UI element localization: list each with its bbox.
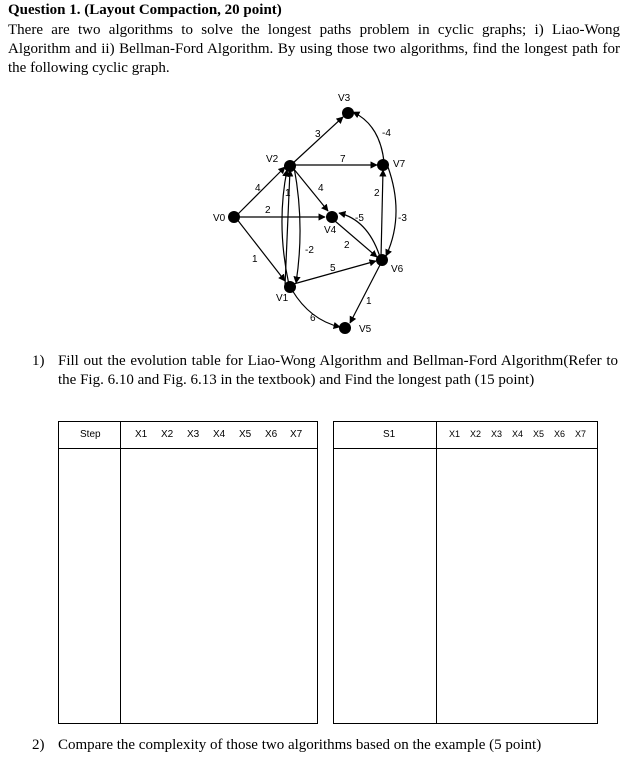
bellman-ford-table [333, 421, 598, 724]
node-label: V4 [324, 225, 337, 236]
col-header: X2 [470, 429, 482, 439]
edge-v6-v7 [381, 170, 383, 258]
part1-number: 1) [32, 353, 45, 369]
question-title: Question 1. (Layout Compaction, 20 point) [8, 2, 282, 18]
node-label: V3 [338, 93, 351, 104]
col-header: X3 [187, 429, 200, 440]
node-label: V0 [213, 213, 226, 224]
liao-wong-table [58, 421, 318, 724]
edge-v6-v5 [350, 263, 381, 323]
edge-weight: -5 [355, 213, 364, 224]
col-header: X1 [135, 429, 148, 440]
node-label: V1 [276, 293, 289, 304]
edge-weight: 5 [330, 263, 336, 274]
col-header: X6 [554, 429, 566, 439]
node-label: V5 [359, 324, 372, 335]
node-v5 [339, 322, 351, 334]
col-header: X7 [290, 429, 303, 440]
col-header: X5 [533, 429, 545, 439]
edge-weight: 1 [285, 188, 291, 199]
edge-weight: 6 [310, 313, 316, 324]
node-v0 [228, 211, 240, 223]
col-header: X3 [491, 429, 503, 439]
edge-weight: -3 [398, 213, 407, 224]
part1-text: Fill out the evolution table for Liao-Wong Algorithm and Bellman-Ford Algorithm(Refer to the Fig. 6.10 and Fig. 6.13 in the textbook) and Find the longest path (15 point) [58, 353, 618, 388]
step-header: Step [80, 429, 101, 440]
edge-weight: -4 [382, 128, 391, 139]
cyclic-graph [200, 88, 430, 343]
edge-v2-v3 [292, 117, 343, 164]
edge-weight: 3 [315, 129, 321, 140]
col-header: X7 [575, 429, 587, 439]
table-divider [120, 422, 121, 723]
node-v6 [376, 254, 388, 266]
part2-text: Compare the complexity of those two algorithms based on the example (5 point) [58, 737, 542, 753]
col-header: X5 [239, 429, 252, 440]
node-v2 [284, 160, 296, 172]
col-header: X1 [449, 429, 461, 439]
part1-question [32, 352, 618, 390]
part2-number: 2) [32, 737, 45, 753]
col-header: X4 [512, 429, 524, 439]
edge-weight: 2 [265, 205, 271, 216]
node-v1 [284, 281, 296, 293]
edge-v0-v1 [236, 218, 285, 281]
edge-weight: 1 [366, 296, 372, 307]
edge-weight: 7 [340, 154, 346, 165]
edge-weight: 1 [252, 254, 258, 265]
edge-v4-v6 [335, 221, 377, 257]
step-header: S1 [383, 429, 396, 440]
edge-v7-v3 [353, 112, 384, 162]
col-header: X4 [213, 429, 226, 440]
edge-v7-v6 [386, 167, 396, 256]
table-divider [436, 422, 437, 723]
node-v4 [326, 211, 338, 223]
edge-weight: 2 [344, 240, 350, 251]
edge-v2-v1-curve [294, 167, 300, 283]
edge-weight: 4 [318, 183, 324, 194]
node-v7 [377, 159, 389, 171]
question-intro: There are two algorithms to solve the longest paths problem in cyclic graphs; i) Liao-Wong Algorithm and ii) Bellman-Ford Algorithm. By using those two algorithms, find the longest path for the following cyclic graph. [8, 22, 620, 76]
node-label: V6 [391, 264, 404, 275]
col-header: X6 [265, 429, 278, 440]
node-v3 [342, 107, 354, 119]
edge-weight: 4 [255, 183, 261, 194]
edge-v1-v5 [292, 290, 340, 327]
col-header: X2 [161, 429, 174, 440]
edge-weight: 2 [374, 188, 380, 199]
node-label: V2 [266, 154, 279, 165]
edge-weight: -2 [305, 245, 314, 256]
node-label: V7 [393, 159, 406, 170]
